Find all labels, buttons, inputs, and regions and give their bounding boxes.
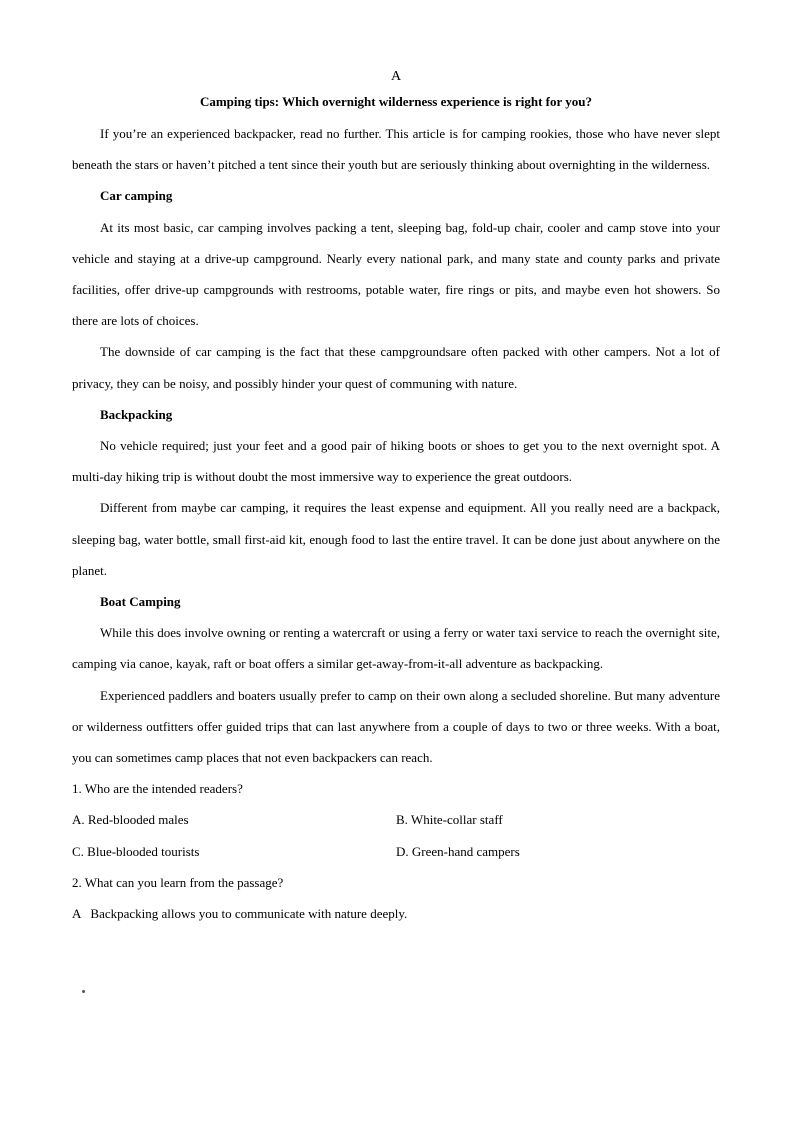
section-heading-car-camping: Car camping [100, 188, 173, 204]
boat-camping-paragraph-1: While this does involve owning or renting a watercraft or using a ferry or water taxi service to reach the overnight site, camping via canoe, kayak, raft or boat offers a similar get-away-from-it-all adventure as backpacking. [72, 625, 720, 672]
question-2-option-a: A Backpacking allows you to communicate with nature deeply. [72, 906, 408, 922]
question-1-option-b: B. White-collar staff [396, 812, 503, 828]
car-camping-paragraph-1: At its most basic, car camping involves packing a tent, sleeping bag, fold-up chair, cooler and camp stove into your vehicle and staying at a drive-up campground. Nearly every national park, and many state and county parks and private facilities, offer drive-up campgrounds with restrooms, potable water, fire rings or pits, and maybe even hot showers. So there are lots of choices. [72, 219, 720, 329]
question-1-option-d: D. Green-hand campers [396, 843, 520, 859]
car-camping-paragraph-2: The downside of car camping is the fact that these campgroundsare often packed with other campers. Not a lot of privacy, they can be noisy, and possibly hinder your quest of communing with nature. [72, 344, 720, 391]
question-1-options [72, 804, 720, 866]
backpacking-paragraph-2: Different from maybe car camping, it requires the least expense and equipment. All you really need are a backpack, sleeping bag, water bottle, small first-aid kit, enough food to last the entire travel. It can be done just about anywhere on the planet. [72, 500, 720, 578]
question-1-option-c: C. Blue-blooded tourists [72, 843, 200, 859]
backpacking-paragraph-1: No vehicle required; just your feet and a good pair of hiking boots or shoes to get you to the next overnight spot. A multi-day hiking trip is without doubt the most immersive way to experience the great outdoors. [72, 438, 720, 485]
section-heading-boat-camping: Boat Camping [100, 594, 181, 610]
boat-camping-paragraph-2: Experienced paddlers and boaters usually prefer to camp on their own along a secluded shoreline. But many adventure or wilderness outfitters offer guided trips that can last anywhere from a couple of days to two or three weeks. With a boat, you can sometimes camp places that not even backpackers can reach. [72, 687, 720, 766]
intro-paragraph: If you’re an experienced backpacker, read no further. This article is for camping rookies, those who have never slept beneath the stars or haven’t pitched a tent since their youth but are seriously thinking about overnighting in the wilderness. [72, 126, 720, 173]
stray-dot-mark [82, 990, 85, 993]
question-1-stem: 1. Who are the intended readers? [72, 781, 243, 797]
document-page [72, 64, 720, 929]
question-1-option-a: A. Red-blooded males [72, 812, 189, 828]
question-2-stem: 2. What can you learn from the passage? [72, 874, 284, 890]
section-heading-backpacking: Backpacking [100, 406, 173, 422]
passage-letter: A [390, 69, 402, 84]
passage-title: Camping tips: Which overnight wilderness experience is right for you? [199, 94, 593, 109]
